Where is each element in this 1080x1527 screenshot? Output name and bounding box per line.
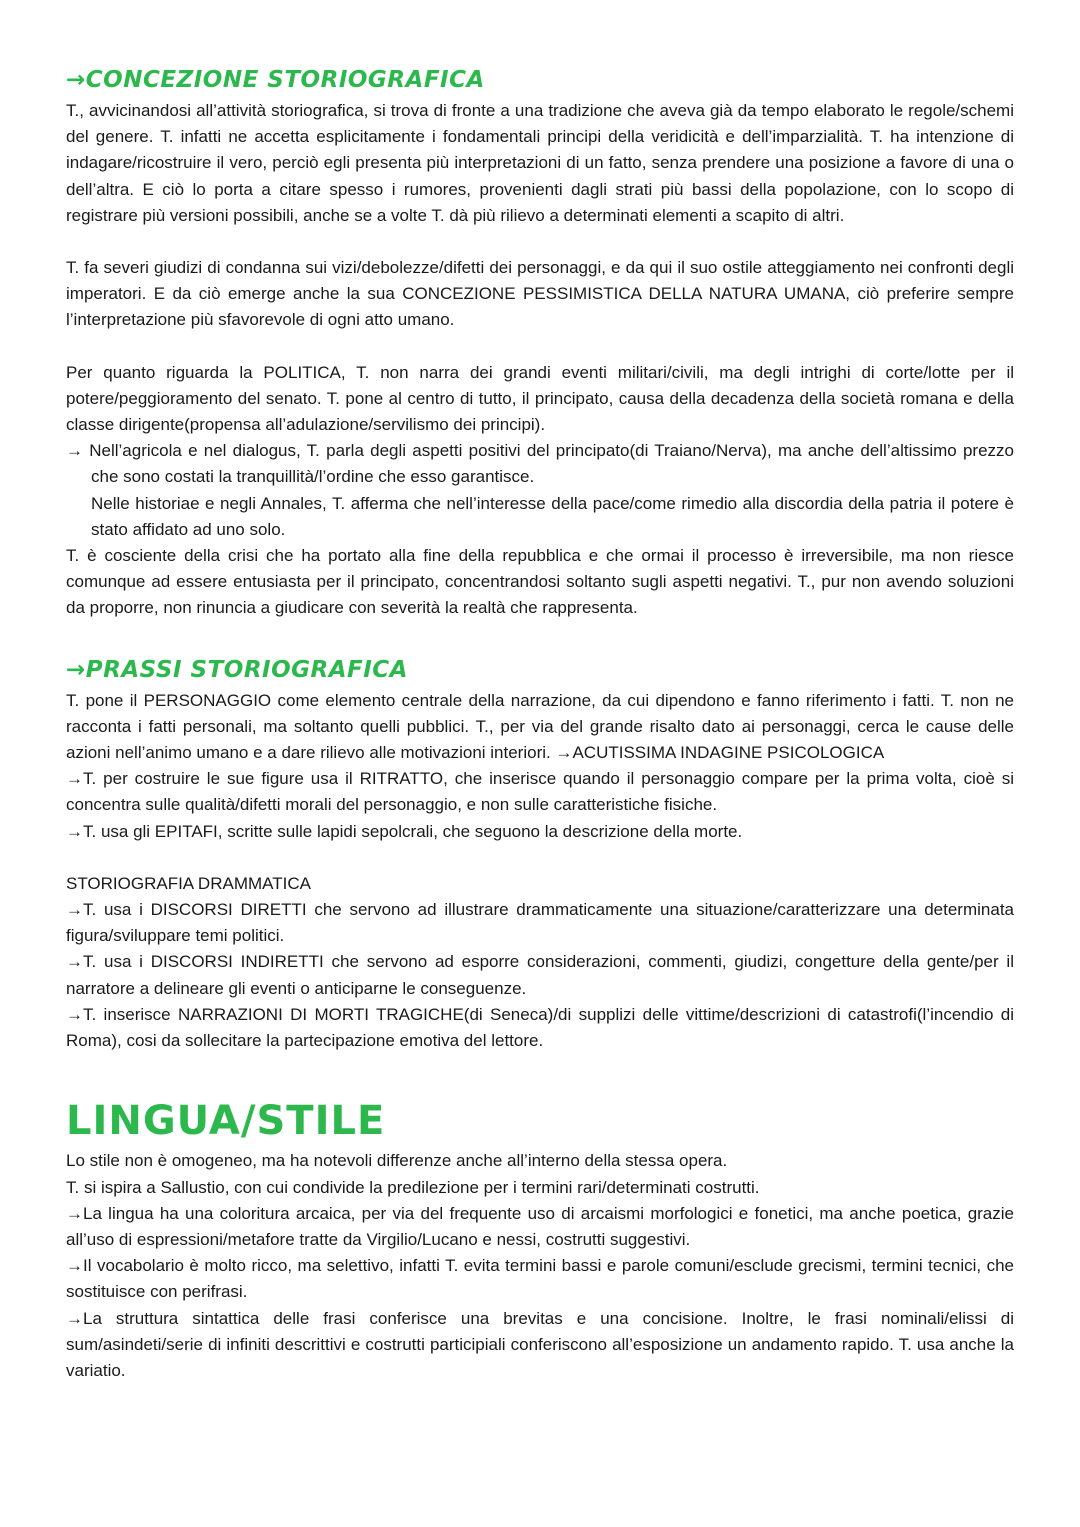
document-page [66,62,1014,1384]
paragraph: Lo stile non è omogeneo, ma ha notevoli differenze anche all’interno della stessa opera. [66,1151,728,1171]
paragraph: →T. usa i DISCORSI DIRETTI che servono ad illustrare drammaticamente una situazione/caratterizzare una determinata figura/sviluppare temi politici. [66,900,1014,946]
paragraph: →La lingua ha una coloritura arcaica, per via del frequente uso di arcaismi morfologici e fonetici, ma anche poetica, grazie all’uso di espressioni/metafore tratte da Virgilio/Lucano e nessi, costrutti suggestivi. [66,1203,1014,1249]
paragraph: →La struttura sintattica delle frasi conferisce una brevitas e una concisione. Inoltre, le frasi nominali/elissi di sum/asindeti/serie di infiniti descrittivi e costrutti participiali conferiscono all’esposizione un andamento rapido. T. usa anche la variatio. [66,1308,1014,1380]
paragraph: T. pone il PERSONAGGIO come elemento centrale della narrazione, da cui dipendono e fanno riferimento i fatti. T. non ne racconta i fatti personali, ma soltanto quelli pubblici. T., per via del grande risalto dato ai personaggi, cerca le cause delle azioni nell’animo umano e a dare rilievo alle motivazioni interiori. →ACUTISSIMA INDAGINE PSICOLOGICA [66,690,1014,763]
paragraph: →T. usa gli EPITAFI, scritte sulle lapidi sepolcrali, che seguono la descrizione della morte. [66,821,743,841]
paragraph: Per quanto riguarda la POLITICA, T. non narra dei grandi eventi militari/civili, ma degli intrighi di corte/lotte per il potere/peggioramento del senato. T. pone al centro di tutto, il principato, causa della decadenza della società romana e della classe dirigente(propensa all’adulazione/servilismo dei principi). [66,362,1014,435]
paragraph: Nelle historiae e negli Annales, T. afferma che nell’interesse della pace/come rimedio alla discordia della patria il potere è stato affidato ad uno solo. [91,493,1014,539]
paragraph: → Nell’agricola e nel dialogus, T. parla degli aspetti positivi del principato(di Traiano/Nerva), ma anche dell’altissimo prezzo che sono costati la tranquillità/l’ordine che esso garantisce. [66,441,1014,487]
paragraph: →T. per costruire le sue figure usa il RITRATTO, che inserisce quando il personaggio compare per la prima volta, cioè si concentra sulle qualità/difetti morali del personaggio, e non sulle caratteristiche fisiche. [66,769,1014,815]
section-title-lingua-stile: LINGUA/STILE [66,1098,386,1145]
paragraph: →Il vocabolario è molto ricco, ma selettivo, infatti T. evita termini bassi e parole comuni/esclude grecismi, termini tecnici, che sostituisce con perifrasi. [66,1256,1014,1302]
subheading-storiografia-drammatica: STORIOGRAFIA DRAMMATICA [66,873,311,893]
paragraph: T. è cosciente della crisi che ha portato alla fine della repubblica e che ormai il processo è irreversibile, ma non riesce comunque ad essere entusiasta per il principato, concentrandosi soltanto sugli aspetti negativi. T., pur non avendo soluzioni da proporre, non rinuncia a giudicare con severità la realtà che rappresenta. [66,546,1014,618]
paragraph: T., avvicinandosi all’attività storiografica, si trova di fronte a una tradizione che aveva già da tempo elaborato le regole/schemi del genere. T. infatti ne accetta esplicitamente i fondamentali principi della veridicità e dell’imparzialità. T. ha intenzione di indagare/ricostruire il vero, perciò egli presenta più interpretazioni di un fatto, senza prendere una posizione a favore di una o dell’altra. E ciò lo porta a citare spesso i rumores, provenienti dagli strati più bassi della popolazione, con lo scopo di registrare più versioni possibili, anche se a volte T. dà più rilievo a determinati elementi a scapito di altri. [66,101,1014,225]
section-title-prassi: →PRASSI STORIOGRAFICA [66,656,408,683]
paragraph: T. fa severi giudizi di condanna sui vizi/debolezze/difetti dei personaggi, e da qui il suo ostile atteggiamento nei confronti degli imperatori. E da ciò emerge anche la sua CONCEZIONE PESSIMISTICA DELLA NATURA UMANA, ciò preferire sempre l’interpretazione più sfavorevole di ogni atto umano. [66,258,1014,330]
section-title-concezione: →CONCEZIONE STORIOGRAFICA [66,67,485,93]
paragraph: →T. usa i DISCORSI INDIRETTI che servono ad esporre considerazioni, commenti, giudizi, congetture della gente/per il narratore a delineare gli eventi o anticiparne le conseguenze. [66,952,1014,998]
paragraph: →T. inserisce NARRAZIONI DI MORTI TRAGICHE(di Seneca)/di supplizi delle vittime/descrizioni di catastrofi(l’incendio di Roma), cosi da sollecitare la partecipazione emotiva del lettore. [66,1004,1014,1051]
paragraph: T. si ispira a Sallustio, con cui condivide la predilezione per i termini rari/determinati costrutti. [66,1177,760,1197]
